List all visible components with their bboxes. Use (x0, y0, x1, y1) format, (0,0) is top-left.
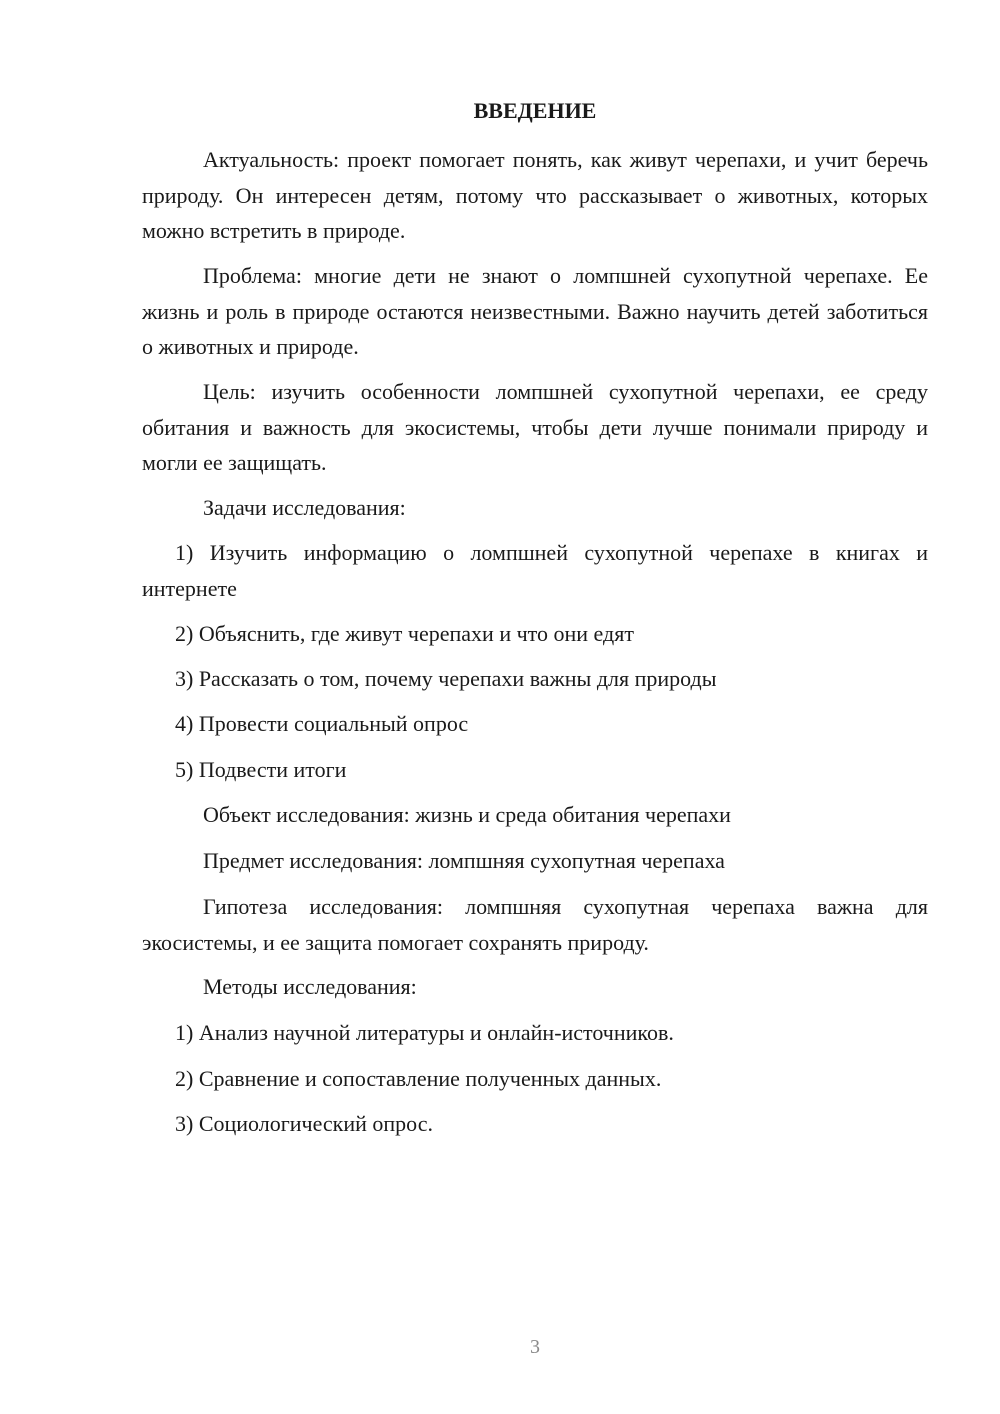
object-line: Объект исследования: жизнь и среда обитания черепахи (203, 802, 731, 827)
problem-paragraph: Проблема: многие дети не знают о ломпшней сухопутной черепахе. Ее жизнь и роль в природе остаются неизвестными. Важно научить детей заботиться о животных и природе. (142, 263, 928, 359)
page-number: 3 (530, 1336, 540, 1358)
task-item-3: 3) Рассказать о том, почему черепахи важны для природы (175, 666, 717, 691)
methods-heading: Методы исследования: (203, 974, 417, 999)
task-item-2: 2) Объяснить, где живут черепахи и что они едят (175, 621, 634, 646)
subject-line: Предмет исследования: ломпшняя сухопутная черепаха (203, 848, 725, 873)
section-heading: ВВЕДЕНИЕ (473, 98, 597, 123)
goal-paragraph: Цель: изучить особенности ломпшней сухопутной черепахи, ее среду обитания и важность для экосистемы, чтобы дети лучше понимали природу и могли ее защищать. (142, 379, 928, 475)
task-item-4: 4) Провести социальный опрос (175, 711, 469, 736)
method-item-1: 1) Анализ научной литературы и онлайн-источников. (175, 1020, 674, 1045)
relevance-paragraph: Актуальность: проект помогает понять, как живут черепахи, и учит беречь природу. Он интересен детям, потому что рассказывает о животных, которых можно встретить в природе. (142, 147, 928, 243)
task-item-1: 1) Изучить информацию о ломпшней сухопутной черепахе в книгах и интернете (142, 540, 928, 601)
tasks-heading: Задачи исследования: (203, 495, 406, 520)
task-item-5: 5) Подвести итоги (175, 757, 347, 782)
method-item-3: 3) Социологический опрос. (175, 1111, 433, 1136)
method-item-2: 2) Сравнение и сопоставление полученных данных. (175, 1066, 662, 1091)
hypothesis-paragraph: Гипотеза исследования: ломпшняя сухопутная черепаха важна для экосистемы, и ее защита помогает сохранять природу. (142, 894, 928, 955)
